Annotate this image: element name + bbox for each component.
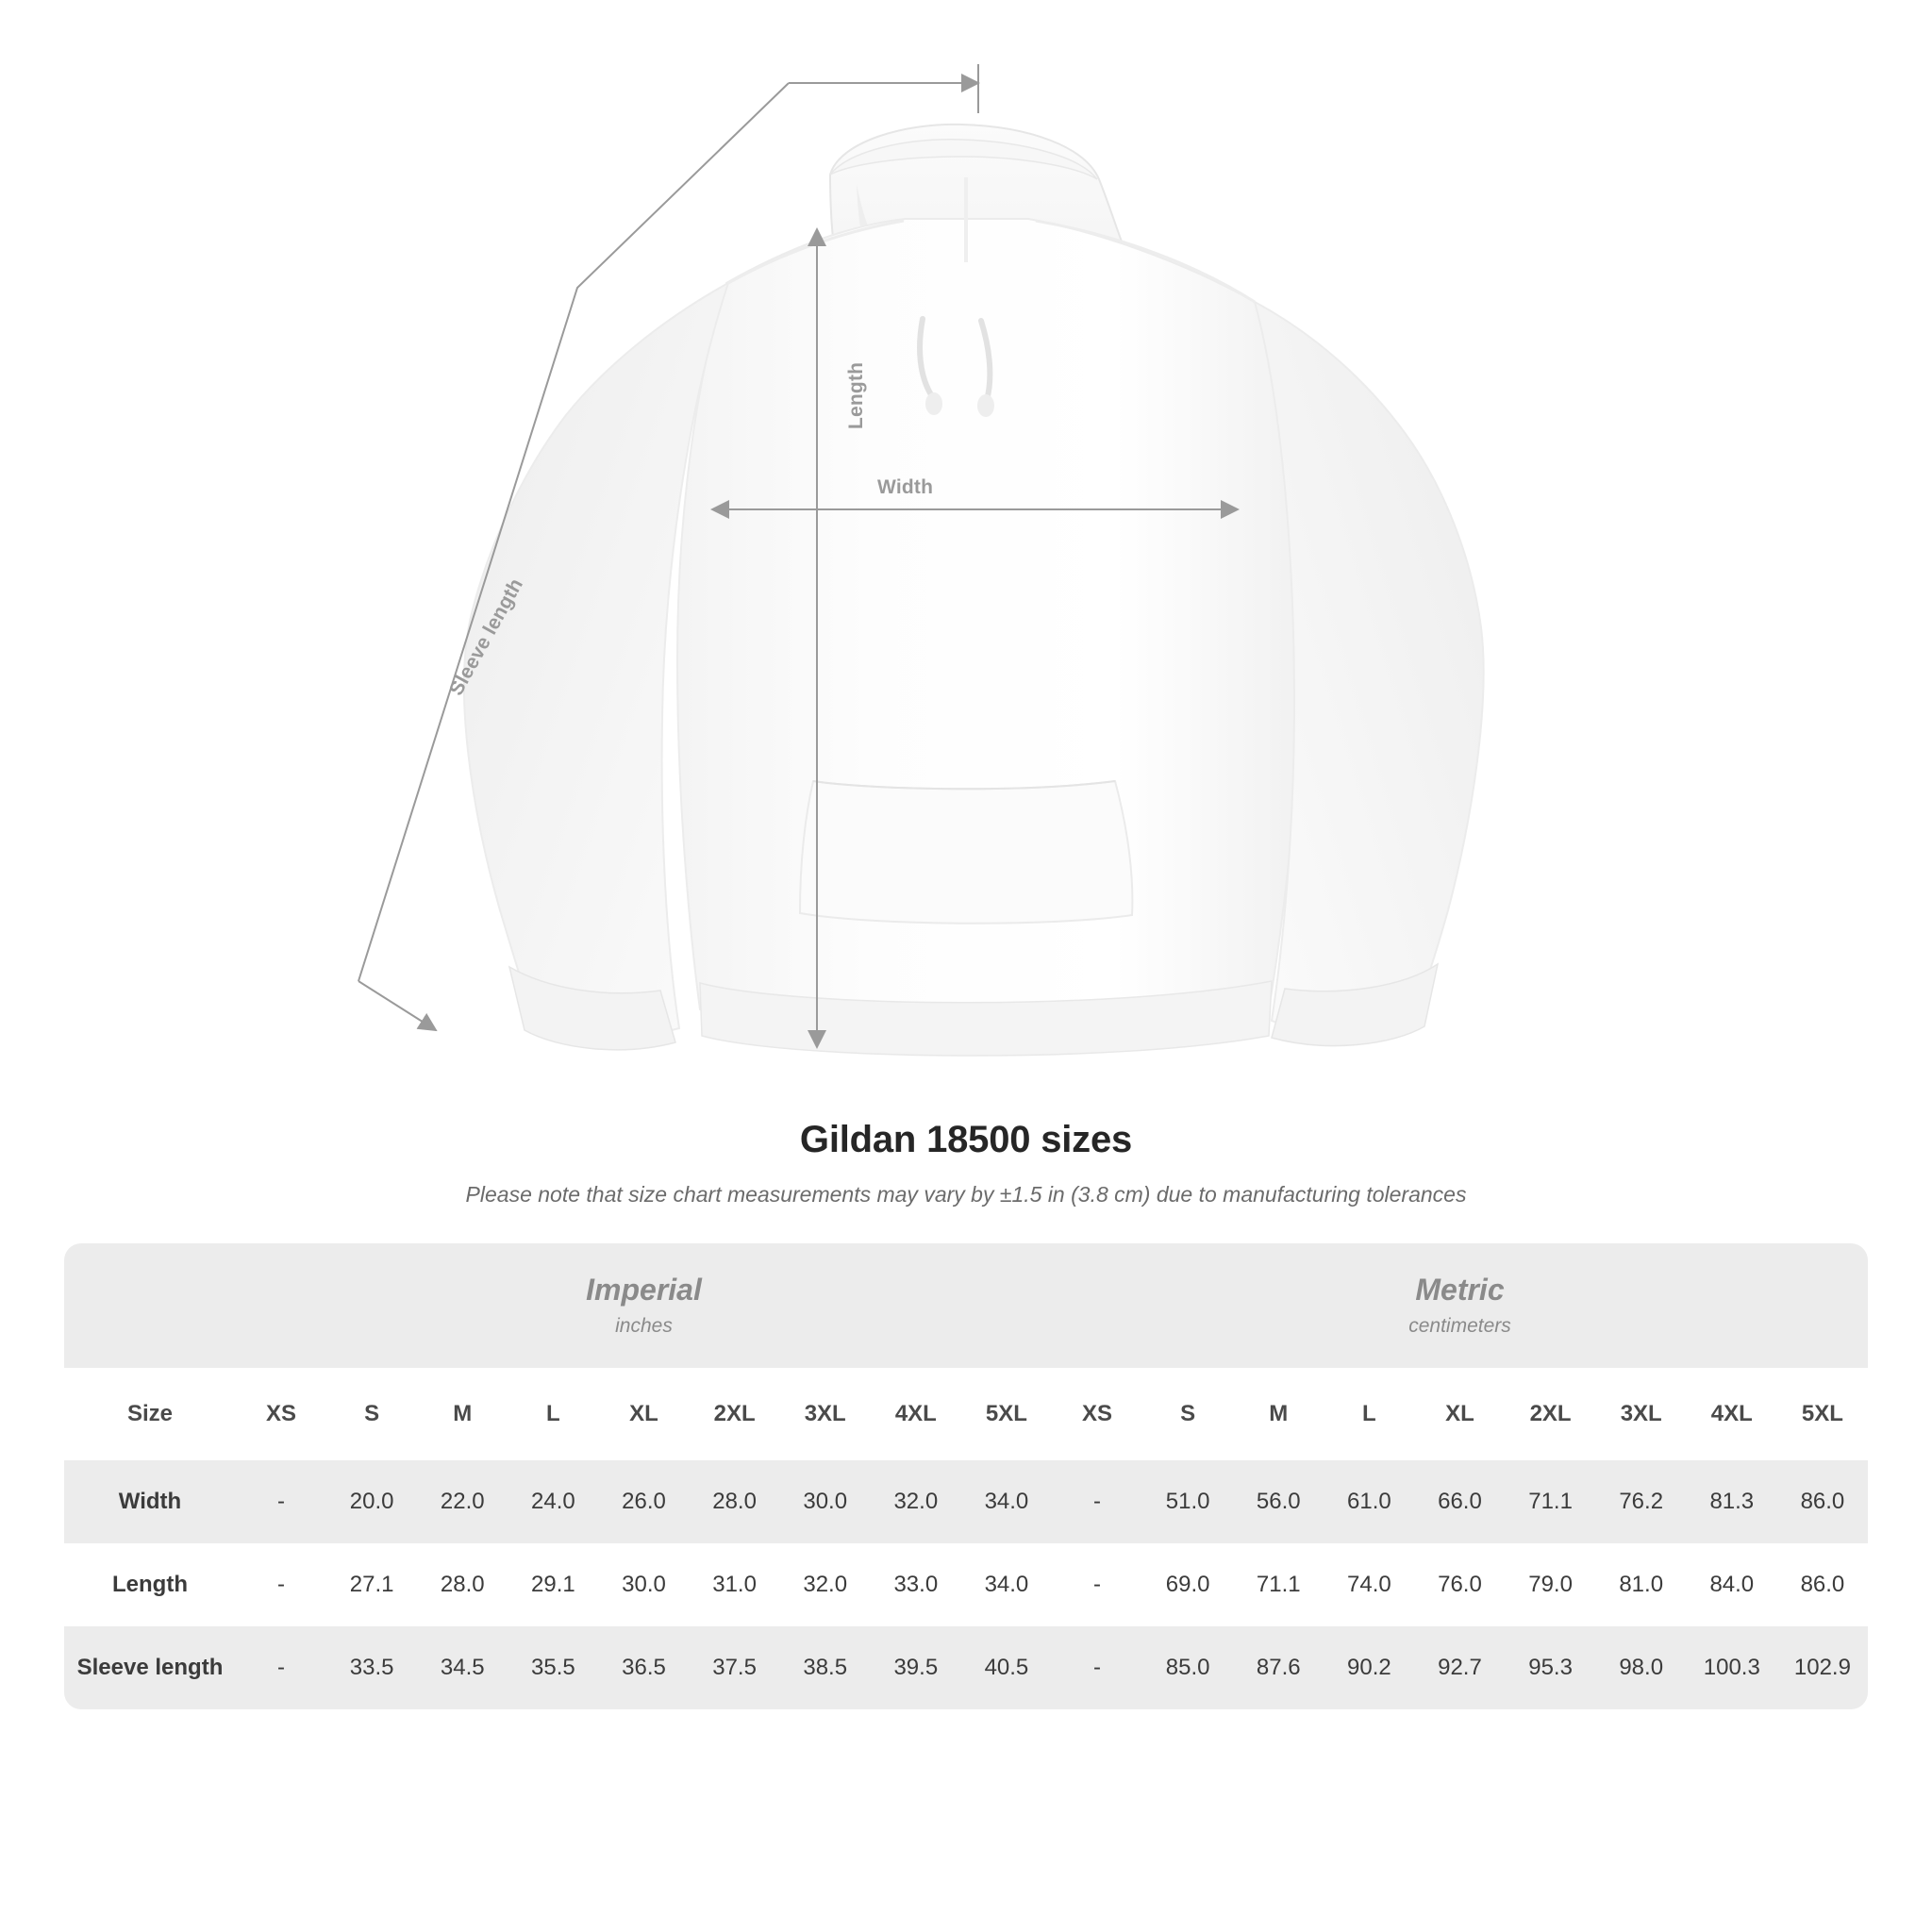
- size-col-imperial-5xl: 5XL: [961, 1368, 1052, 1460]
- cell-sleeve-imperial-xl: 36.5: [598, 1626, 689, 1709]
- cell-sleeve-metric-4xl: 100.3: [1687, 1626, 1777, 1709]
- cell-length-metric-l: 74.0: [1324, 1543, 1414, 1626]
- cell-width-imperial-4xl: 32.0: [871, 1460, 961, 1543]
- cell-sleeve-metric-5xl: 102.9: [1777, 1626, 1868, 1709]
- cell-width-metric-4xl: 81.3: [1687, 1460, 1777, 1543]
- metric-system-label: Metric: [1415, 1273, 1505, 1307]
- size-table: [64, 1243, 1868, 1709]
- cell-width-imperial-3xl: 30.0: [780, 1460, 871, 1543]
- cell-length-metric-m: 71.1: [1233, 1543, 1324, 1626]
- size-col-metric-xl: XL: [1414, 1368, 1505, 1460]
- cell-sleeve-imperial-4xl: 39.5: [871, 1626, 961, 1709]
- cell-length-imperial-xl: 30.0: [598, 1543, 689, 1626]
- size-table-wrapper: [64, 1243, 1868, 1709]
- cell-sleeve-metric-s: 85.0: [1142, 1626, 1233, 1709]
- cell-width-metric-m: 56.0: [1233, 1460, 1324, 1543]
- size-header-row: [64, 1368, 1868, 1460]
- title-block: [0, 1119, 1932, 1208]
- cell-sleeve-metric-3xl: 98.0: [1596, 1626, 1687, 1709]
- cell-width-imperial-l: 24.0: [508, 1460, 598, 1543]
- size-col-metric-l: L: [1324, 1368, 1414, 1460]
- size-col-imperial-l: L: [508, 1368, 598, 1460]
- size-col-imperial-3xl: 3XL: [780, 1368, 871, 1460]
- metric-unit-label: centimeters: [1408, 1314, 1511, 1337]
- unit-header-imperial: [236, 1243, 1052, 1368]
- unit-header-metric: [1052, 1243, 1868, 1368]
- size-col-imperial-s: S: [326, 1368, 417, 1460]
- row-label-sleeve-length: Sleeve length: [64, 1626, 236, 1709]
- cell-width-imperial-xl: 26.0: [598, 1460, 689, 1543]
- cell-sleeve-imperial-l: 35.5: [508, 1626, 598, 1709]
- cell-length-metric-5xl: 86.0: [1777, 1543, 1868, 1626]
- cell-sleeve-metric-m: 87.6: [1233, 1626, 1324, 1709]
- cell-width-metric-s: 51.0: [1142, 1460, 1233, 1543]
- sleeve-length-arrowend: [358, 981, 436, 1030]
- cell-length-metric-xl: 76.0: [1414, 1543, 1505, 1626]
- cell-sleeve-imperial-5xl: 40.5: [961, 1626, 1052, 1709]
- cell-sleeve-imperial-xs: -: [236, 1626, 326, 1709]
- cell-width-imperial-2xl: 28.0: [690, 1460, 780, 1543]
- imperial-system-label: Imperial: [586, 1273, 702, 1307]
- cell-sleeve-imperial-2xl: 37.5: [690, 1626, 780, 1709]
- row-label-width: Width: [64, 1460, 236, 1543]
- length-label: Length: [845, 361, 867, 429]
- sleeve-length-label: Sleeve length: [445, 575, 528, 700]
- cell-length-metric-2xl: 79.0: [1506, 1543, 1596, 1626]
- cell-sleeve-metric-2xl: 95.3: [1506, 1626, 1596, 1709]
- cell-length-metric-s: 69.0: [1142, 1543, 1233, 1626]
- unit-header-spacer: [64, 1243, 236, 1368]
- cell-width-metric-xs: -: [1052, 1460, 1142, 1543]
- size-col-metric-s: S: [1142, 1368, 1233, 1460]
- hoodie-artwork: [464, 125, 1484, 1056]
- size-col-imperial-xl: XL: [598, 1368, 689, 1460]
- size-col-imperial-2xl: 2XL: [690, 1368, 780, 1460]
- cell-length-metric-4xl: 84.0: [1687, 1543, 1777, 1626]
- cell-sleeve-imperial-s: 33.5: [326, 1626, 417, 1709]
- size-col-imperial-xs: XS: [236, 1368, 326, 1460]
- cell-length-imperial-l: 29.1: [508, 1543, 598, 1626]
- size-col-metric-2xl: 2XL: [1506, 1368, 1596, 1460]
- cell-width-metric-5xl: 86.0: [1777, 1460, 1868, 1543]
- cell-sleeve-metric-xl: 92.7: [1414, 1626, 1505, 1709]
- size-col-metric-4xl: 4XL: [1687, 1368, 1777, 1460]
- cell-width-imperial-5xl: 34.0: [961, 1460, 1052, 1543]
- cell-length-imperial-2xl: 31.0: [690, 1543, 780, 1626]
- cell-length-imperial-m: 28.0: [417, 1543, 508, 1626]
- cell-length-metric-3xl: 81.0: [1596, 1543, 1687, 1626]
- cell-length-imperial-3xl: 32.0: [780, 1543, 871, 1626]
- table-row: [64, 1626, 1868, 1709]
- row-label-length: Length: [64, 1543, 236, 1626]
- cell-length-imperial-4xl: 33.0: [871, 1543, 961, 1626]
- cell-width-metric-l: 61.0: [1324, 1460, 1414, 1543]
- cell-sleeve-metric-l: 90.2: [1324, 1626, 1414, 1709]
- cell-width-imperial-m: 22.0: [417, 1460, 508, 1543]
- cell-sleeve-imperial-m: 34.5: [417, 1626, 508, 1709]
- cell-sleeve-metric-xs: -: [1052, 1626, 1142, 1709]
- size-col-metric-xs: XS: [1052, 1368, 1142, 1460]
- cell-width-metric-3xl: 76.2: [1596, 1460, 1687, 1543]
- cell-length-metric-xs: -: [1052, 1543, 1142, 1626]
- size-col-metric-5xl: 5XL: [1777, 1368, 1868, 1460]
- size-header-cell: Size: [64, 1368, 236, 1460]
- cell-length-imperial-s: 27.1: [326, 1543, 417, 1626]
- width-label: Width: [877, 476, 934, 498]
- size-col-metric-3xl: 3XL: [1596, 1368, 1687, 1460]
- tolerance-note: Please note that size chart measurements may vary by ±1.5 in (3.8 cm) due to manufacturing tolerances: [465, 1182, 1467, 1207]
- cell-width-imperial-s: 20.0: [326, 1460, 417, 1543]
- table-row: [64, 1543, 1868, 1626]
- unit-header-row: [64, 1243, 1868, 1368]
- page-title: Gildan 18500 sizes: [799, 1119, 1133, 1160]
- cell-length-imperial-xs: -: [236, 1543, 326, 1626]
- cell-width-metric-xl: 66.0: [1414, 1460, 1505, 1543]
- cell-length-imperial-5xl: 34.0: [961, 1543, 1052, 1626]
- size-col-imperial-m: M: [417, 1368, 508, 1460]
- size-col-imperial-4xl: 4XL: [871, 1368, 961, 1460]
- imperial-unit-label: inches: [615, 1314, 673, 1337]
- size-col-metric-m: M: [1233, 1368, 1324, 1460]
- cell-width-imperial-xs: -: [236, 1460, 326, 1543]
- cell-sleeve-imperial-3xl: 38.5: [780, 1626, 871, 1709]
- table-row: [64, 1460, 1868, 1543]
- cell-width-metric-2xl: 71.1: [1506, 1460, 1596, 1543]
